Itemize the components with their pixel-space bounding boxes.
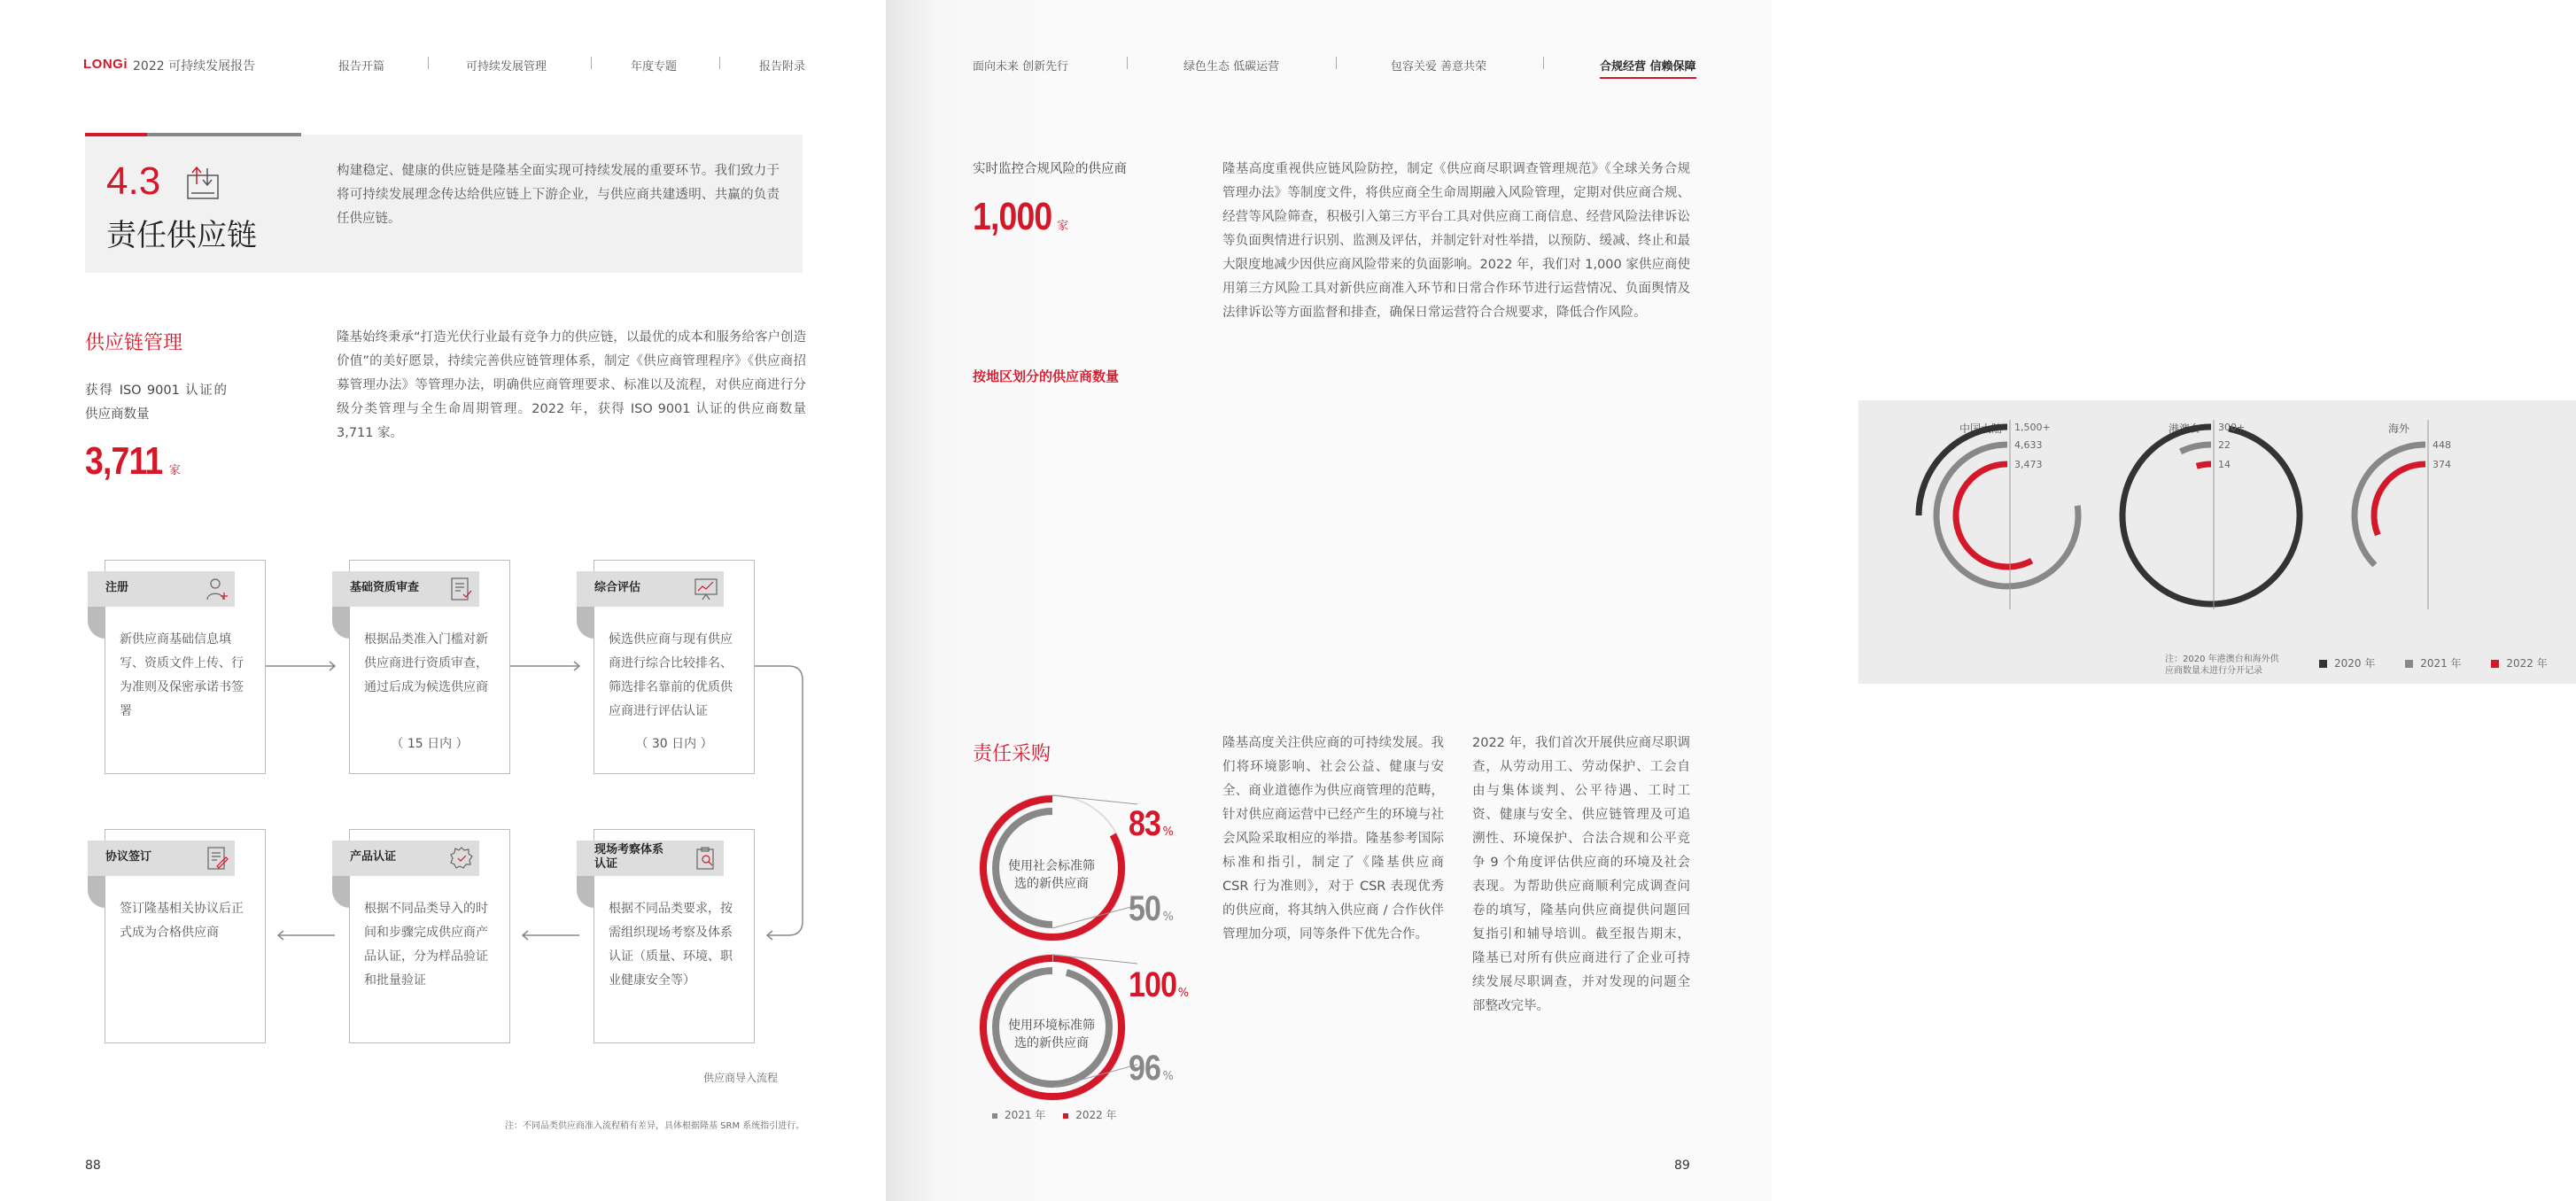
legend-swatch xyxy=(1063,1113,1068,1119)
supply-mgmt-body: 隆基始终秉承“打造光伏行业最有竞争力的供应链，以最优的成本和服务给客户创造价值”的美好愿景，持续完善供应链管理体系，制定《供应商管理程序》《供应商招募管理办法》等管理办法，明确供应商管理要求、标准以及流程，对供应商进行分级分类管理与全生命周期管理。2022 年，获得 ISO 9001 认证的供应商数量 3,711 家。 xyxy=(337,330,806,440)
region-arc xyxy=(2197,464,2211,466)
nav-item-green[interactable]: 绿色生态 低碳运营 xyxy=(1183,60,1280,74)
region-value-label: 300+ xyxy=(2218,422,2246,433)
legend-item-2020 xyxy=(2319,657,2375,670)
flow-card-text: 候选供应商与现有供应商进行综合比较排名、筛选排名靠前的优质供应商进行评估认证 xyxy=(609,632,733,718)
section-title: 责任供应链 xyxy=(106,218,257,253)
screening-legend xyxy=(992,1107,1117,1122)
region-arc xyxy=(2374,464,2425,535)
region-chart-note: 注：2020 年港澳台和海外供应商数量未进行分开记录 xyxy=(2165,655,2279,676)
risk-stat-label: 实时监控合规风险的供应商 xyxy=(973,162,1127,176)
social-2022-value xyxy=(1129,804,1174,844)
social-2021-value xyxy=(1129,889,1174,929)
legend-swatch xyxy=(992,1113,997,1119)
responsible-heading: 责任采购 xyxy=(973,743,1051,765)
nav-item-annual-topic[interactable]: 年度专题 xyxy=(631,60,678,74)
legend-label: 2022 年 xyxy=(1075,1109,1117,1121)
legend-swatch xyxy=(2319,660,2327,668)
nav-item-inclusive[interactable]: 包容关爱 善意共荣 xyxy=(1391,60,1487,74)
region-label: 海外 xyxy=(2387,422,2410,435)
pct-value: 50 xyxy=(1129,889,1161,928)
supply-mgmt-heading: 供应链管理 xyxy=(85,332,183,354)
nav-divider xyxy=(1127,57,1128,69)
region-value-label: 14 xyxy=(2218,459,2231,470)
risk-body: 隆基高度重视供应链风险防控，制定《供应商尽职调查管理规范》《全球关务合规管理办法》等制度文件，将供应商全生命周期融入风险管理，定期对供应商合规、经营等风险筛查，积极引入第三方平台工具对供应商工商信息、经营风险法律诉讼等负面舆情进行识别、监测及评估，并制定针对性举措，以预防、缓减、终止和最大限度地减少因供应商风险带来的负面影响。2022 年，我们对 1,000 家供应商使用第三方风险工具对新供应商准入环节和日常合作环节进行运营情况、负面舆情及法律诉讼等方面监督和排查，确保日常运营符合合规要求，降低合作风险。 xyxy=(1222,162,1690,320)
page-number-right: 89 xyxy=(1674,1158,1690,1173)
nav-item-compliance[interactable]: 合规经营 信赖保障 xyxy=(1600,57,1696,79)
region-value-label: 374 xyxy=(2432,459,2451,470)
right-page xyxy=(886,0,2548,1201)
env-2022-value xyxy=(1129,965,1189,1005)
env-screen-label: 使用环境标准筛选的新供应商 xyxy=(1008,1019,1095,1050)
flow-card-text: 新供应商基础信息填写、资质文件上传、行为准则及保密承诺书签署 xyxy=(120,632,244,718)
iso-stat-value: 3,711 xyxy=(85,439,163,483)
region-value-label: 1,500+ xyxy=(2014,422,2051,433)
region-legend xyxy=(2319,655,2548,670)
legend-item-2022 xyxy=(2491,657,2547,670)
region-chart-panel xyxy=(1858,400,2576,684)
flow-note: 注：不同品类供应商准入流程稍有差异，具体根据隆基 SRM 系统指引进行。 xyxy=(505,1121,805,1131)
region-value-label: 448 xyxy=(2432,439,2451,451)
longi-logo: LONGi xyxy=(83,57,128,72)
flow-card-title: 现场考察体系认证 xyxy=(594,843,664,871)
region-value-label: 22 xyxy=(2218,439,2231,451)
flow-card-text: 根据不同品类导入的时间和步骤完成供应商产品认证，分为样品验证和批量验证 xyxy=(364,902,488,988)
region-arc xyxy=(1956,464,2032,567)
legend-label: 2022 年 xyxy=(2506,657,2548,670)
responsible-body-2: 2022 年，我们首次开展供应商尽职调查，从劳动用工、劳动保护、工会自由与集体谈判、公平待遇、工时工资、健康与安全、供应链管理及可追溯性、环境保护、合法合规和公平竞争 9 个角度评估供应商的环境及社会表现。为帮助供应商顺利完成调查问卷的填写，隆基向供应商提供问题回复指引和辅导培训。截至报告期末，隆基已对所有供应商进行了企业可持续发展尽职调查，并对发现的问题全部整改完毕。 xyxy=(1472,736,1690,1013)
legend-item-2022 xyxy=(1063,1109,1116,1121)
region-value-label: 4,633 xyxy=(2014,439,2043,451)
legend-label: 2021 年 xyxy=(1005,1109,1046,1121)
nav-item-innovation[interactable]: 面向未来 创新先行 xyxy=(973,60,1069,74)
iso-stat-label: 获得 ISO 9001 认证的供应商数量 xyxy=(85,384,227,422)
nav-divider xyxy=(1543,57,1544,69)
pct-unit: % xyxy=(1162,910,1174,924)
pct-value: 96 xyxy=(1129,1049,1161,1088)
pct-value: 83 xyxy=(1129,804,1161,843)
nav-divider xyxy=(1336,57,1337,69)
region-arc xyxy=(2180,445,2211,452)
iso-stat-unit: 家 xyxy=(168,464,181,477)
legend-label: 2021 年 xyxy=(2420,657,2462,670)
nav-item-opening[interactable]: 报告开篇 xyxy=(338,60,385,74)
legend-item-2021 xyxy=(992,1109,1045,1121)
responsible-body-1: 隆基高度关注供应商的可持续发展。我们将环境影响、社会公益、健康与安全、商业道德作为供应商管理的范畴，针对供应商运营中已经产生的环境与社会风险采取相应的举措。隆基参考国际标准和指引，制定了《隆基供应商 CSR 行为准则》，对于 CSR 表现优秀的供应商，将其纳入供应商 / 合作伙伴管理加分项，同等条件下优先合作。 xyxy=(1222,736,1444,941)
nav-item-sustain-mgmt[interactable]: 可持续发展管理 xyxy=(466,60,547,74)
flow-card-title: 产品认证 xyxy=(350,850,397,864)
region-chart-title: 按地区划分的供应商数量 xyxy=(973,368,1120,384)
flow-caption: 供应商导入流程 xyxy=(703,1072,779,1084)
social-screen-label: 使用社会标准筛选的新供应商 xyxy=(1008,859,1095,891)
risk-stat-unit: 家 xyxy=(1057,220,1069,233)
flow-card-text: 根据不同品类要求，按需组织现场考察及体系认证（质量、环境、职业健康安全等） xyxy=(609,902,733,988)
section-number: 4.3 xyxy=(106,159,161,203)
nav-item-appendix[interactable]: 报告附录 xyxy=(759,60,806,74)
legend-item-2021 xyxy=(2405,657,2461,670)
pct-unit: % xyxy=(1162,1070,1174,1083)
legend-label: 2020 年 xyxy=(2334,657,2376,670)
flow-card-text: 签订隆基相关协议后正式成为合格供应商 xyxy=(120,902,244,940)
left-page xyxy=(0,0,886,1201)
flow-card-title: 协议签订 xyxy=(105,850,152,864)
flow-arrows xyxy=(0,0,886,1201)
pct-value: 100 xyxy=(1129,965,1177,1004)
region-radial-chart xyxy=(1858,400,2576,684)
legend-swatch xyxy=(2405,660,2413,668)
risk-stat xyxy=(973,195,1068,239)
region-arc xyxy=(1919,427,2007,515)
flow-card-title: 综合评估 xyxy=(594,581,641,594)
pct-unit: % xyxy=(1177,987,1190,1000)
flow-card-days: （ 30 日内 ） xyxy=(635,737,713,751)
region-label: 港澳台 xyxy=(2168,422,2201,435)
leader-line-2022 xyxy=(1052,795,1137,804)
page-number-left: 88 xyxy=(85,1158,101,1173)
report-title: 2022 可持续发展报告 xyxy=(133,59,256,74)
region-arc xyxy=(2122,427,2300,604)
screening-radial-chart xyxy=(964,788,1230,1125)
flow-card-title: 基础资质审查 xyxy=(350,581,420,594)
legend-swatch xyxy=(2491,660,2499,668)
flow-card-days: （ 15 日内 ） xyxy=(391,737,469,751)
flow-card-text: 根据品类准入门槛对新供应商进行资质审查，通过后成为候选供应商 xyxy=(364,632,488,694)
section-intro-text: 构建稳定、健康的供应链是隆基全面实现可持续发展的重要环节。我们致力于将可持续发展理念传达给供应链上下游企业，与供应商共建透明、共赢的负责任供应链。 xyxy=(337,164,780,226)
flow-card-title: 注册 xyxy=(105,581,129,594)
risk-stat-value: 1,000 xyxy=(973,195,1052,238)
env-2021-value xyxy=(1129,1049,1174,1089)
pct-unit: % xyxy=(1162,825,1174,839)
region-label: 中国大陆 xyxy=(1959,422,2003,435)
region-value-label: 3,473 xyxy=(2014,459,2043,470)
